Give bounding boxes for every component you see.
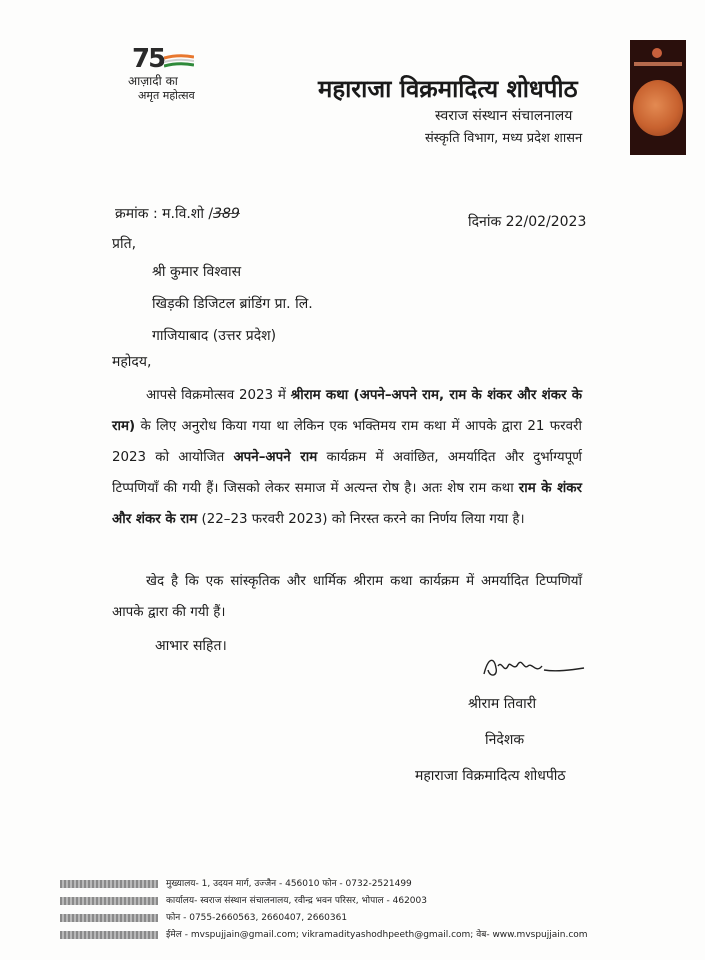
azadi-ka-amrit-mahotsav-logo [120, 42, 220, 112]
footer-bar-decoration [60, 897, 158, 905]
org-subtitle-directorate: स्वराज संस्थान संचालनालय [435, 108, 573, 124]
azadi-logo-line1: आज़ादी का [128, 74, 178, 88]
signatory-designation: निदेशक [485, 732, 525, 748]
letterhead-footer [60, 876, 588, 944]
body-paragraph-1 [112, 380, 582, 535]
letter-date: दिनांक 22/02/2023 [468, 214, 587, 230]
p1-part-a: आपसे विक्रमोत्सव 2023 में [146, 388, 291, 403]
footer-row [60, 910, 580, 927]
footer-row [60, 876, 580, 893]
footer-office: कार्यालय- स्वराज संस्थान संचालनालय, रवीन्द्र भवन परिसर, भोपाल - 462003 [166, 896, 427, 906]
org-subtitle-department: संस्कृति विभाग, मध्य प्रदेश शासन [425, 131, 583, 146]
vikramaditya-emblem-icon [630, 40, 686, 155]
footer-row [60, 927, 588, 944]
footer-row [60, 893, 580, 910]
footer-bar-decoration [60, 880, 158, 888]
recipient-city: गाजियाबाद (उत्तर प्रदेश) [152, 328, 277, 344]
p1-event-title: श्रीराम कथा (अपने–अपने राम, राम के शंकर और शंकर के राम) [112, 388, 582, 434]
p1-program-name: अपने–अपने राम [233, 450, 318, 465]
reference-value: 389 [213, 206, 240, 222]
tricolor-flag-icon [164, 54, 194, 68]
footer-bar-decoration [60, 931, 158, 939]
emblem-top-dot [652, 48, 662, 58]
body-paragraph-2: खेद है कि एक सांस्कृतिक और धार्मिक श्रीराम कथा कार्यक्रम में अमर्यादित टिप्पणियाँ आपके द्वारा की गयी हैं। [112, 574, 582, 620]
salutation: महोदय, [112, 354, 152, 370]
signatory-name: श्रीराम तिवारी [468, 696, 537, 712]
handwritten-signature [476, 648, 586, 688]
org-title: महाराजा विक्रमादित्य शोधपीठ [318, 75, 578, 103]
footer-phone: फोन - 0755-2660563, 2660407, 2660361 [166, 913, 348, 923]
azadi-logo-line2: अमृत महोत्सव [138, 89, 195, 102]
p1-cancelled-program: राम के शंकर और शंकर के राम [112, 481, 582, 527]
reference-number [115, 204, 240, 223]
p1-part-g: (22–23 फरवरी 2023) को निरस्त करने का निर्णय लिया गया है। [197, 512, 525, 527]
reference-label: क्रमांक : म.वि.शो / [115, 206, 214, 222]
recipient-company: खिड़की डिजिटल ब्रांडिंग प्रा. लि. [152, 296, 313, 312]
emblem-caption-strip [634, 62, 682, 66]
footer-email-web: ईमेल - mvspujjain@gmail.com; vikramadityashodhpeeth@gmail.com; वेब- www.mvspujjain.com [166, 930, 588, 940]
footer-headquarters: मुख्यालय- 1, उदयन मार्ग, उज्जैन - 456010 फोन - 0732-2521499 [166, 879, 412, 889]
azadi-logo-number: 75 [132, 44, 165, 74]
footer-bar-decoration [60, 914, 158, 922]
p1-part-e: कार्यक्रम में अवांछित, अमर्यादित और दुर्भाग्यपूर्ण टिप्पणियाँ की गयी हैं। जिसको लेकर समाज में अत्यन्त रोष है। अतः शेष राम कथा [112, 450, 582, 496]
p1-part-c: के लिए अनुरोध किया गया था लेकिन एक भक्तिमय राम कथा में आपके द्वारा 21 फरवरी 2023 को आयोजित [112, 419, 582, 465]
signatory-organization: महाराजा विक्रमादित्य शोधपीठ [415, 768, 566, 784]
emblem-medal-icon [633, 80, 683, 136]
closing-line: आभार सहित। [155, 638, 227, 654]
recipient-name: श्री कुमार विश्वास [152, 264, 242, 280]
recipient-prefix: प्रति, [112, 236, 137, 252]
